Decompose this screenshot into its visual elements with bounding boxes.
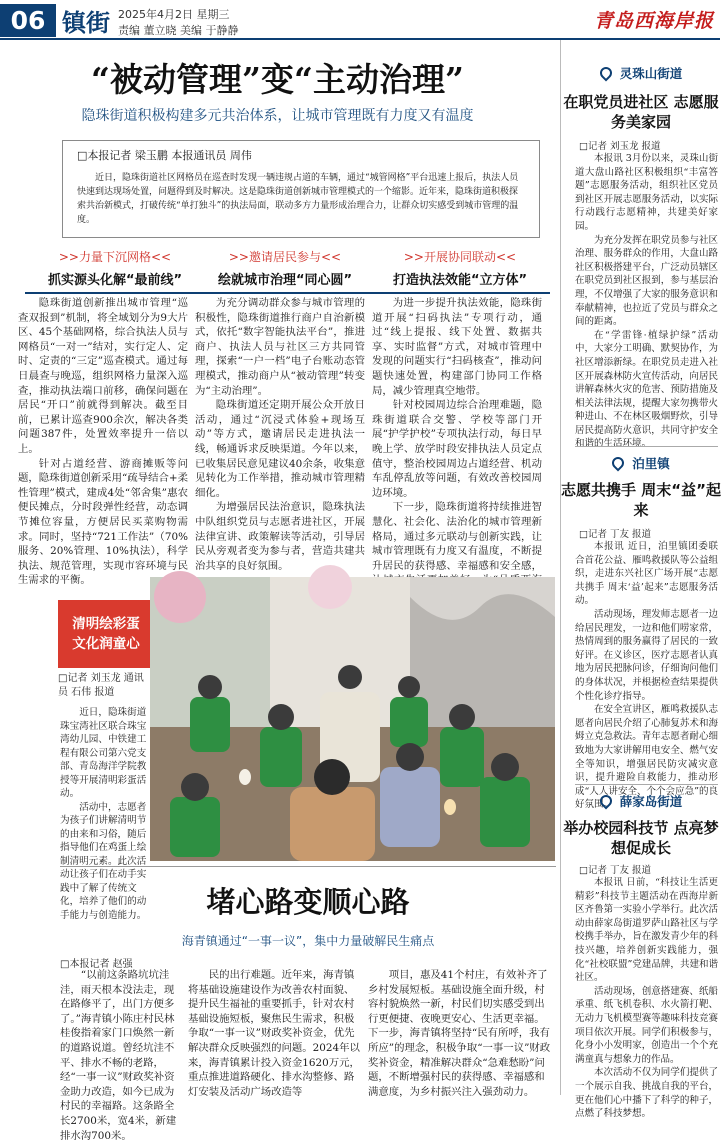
editor-credits: 责编 董立晓 美编 于静静 [118, 24, 239, 37]
main-headline: “被动管理”变“主动治理” [91, 60, 464, 99]
paragraph: 下一步，隐珠街道将持续推进智慧化、社会化、法治化的城市管理新格局，通过多元联动与创新实践，让城市管理既有力度又有温度，不断提升居民的获得感、幸福感和安全感， [372, 501, 542, 572]
location-pin-icon [597, 793, 614, 810]
sidebar-story-byline: □记者 丁友 报道 [579, 529, 652, 540]
bottom-column-3 [368, 968, 554, 1098]
paragraph: 活动中，志愿者为孩子们讲解清明节的由来和习俗，随后指导他们在鸡蛋上绘制清明元素。此次活动让孩子们在动手实践中了解了传统文化，培养了他们的动手能力与创造能力。 [60, 801, 147, 921]
subsection-1-header [25, 248, 205, 294]
subsection-3-header [370, 248, 550, 294]
subsection-2-header [195, 248, 375, 294]
article-column-1 [18, 296, 188, 587]
paragraph: 隐珠街道还定期开展公众开放日活动，通过“沉浸式体验+现场互动”等方式，邀请居民走进执法一线，畅通诉求反映渠道。今年以来，已收集居民意见建议40余条，收集意见转化为工作举措，推动城市管理精细化。 [195, 399, 365, 499]
bottom-column-1 [60, 968, 182, 1142]
sidebar-story-title: 举办校园科技节 点亮梦想促成长 [563, 819, 719, 857]
sidebar-location-1: 灵珠山街道 [563, 64, 719, 82]
divider [575, 446, 718, 447]
bottom-column-2 [188, 968, 360, 1098]
paragraph: 项目，惠及41个村庄，有效补齐了乡村发展短板。基础设施全面升级，村容村貌焕然一新，村民们切实感受到出行更便捷、夜晚更安心、生活更幸福。下一步，海青镇将坚持“民有所呼，我有所应”的理念，积极争取“一事一议”财政奖补资金，精准解决群众“急难愁盼”问题，不断增强村民的获得感、幸福感和满意度，为乡村振兴注入强劲动力。 [368, 969, 551, 1098]
main-subheadline: 隐珠街道积极构建多元共治体系，让城市管理既有力度又有温度 [81, 108, 474, 124]
lead-paragraph: 近日，隐珠街道社区网格员在巡查时发现一辆违规占道的车辆，通过“城管网格”平台迅速上报后，执法人员快速到达现场处置，问题得到及时解决。这是隐珠街道创新城市管理模式的一个缩影。近年来，隐珠街道积极探索共治新模式，打破传统“单打独斗”的执法局面，联动多方力量形成治理合力，让群众切实感受到城市管理的温度。 [77, 173, 519, 225]
sidebar-story-byline: □记者 刘玉龙 报道 [579, 141, 661, 152]
subsection-kicker: >>力量下沉网格<< [58, 250, 172, 264]
sidebar-story-title: 志愿共携手 周末“益”起来 [561, 481, 721, 519]
paragraph: 为增强居民法治意识，隐珠执法中队组织党员与志愿者进社区，开展法律宣讲、政策解读等活动，引导居民从旁观者变为参与者，营造共建共治共享的良好氛围。 [195, 501, 365, 572]
paragraph: 为充分调动群众参与城市管理的积极性，隐珠街道推行商户自治新模式，依托“数字智能执法平台”，推进商户、执法人员与社区三方共同管理，探索“一户一档”电子台账动态管理模式，推动商户从“被动管理”转变为“主动治理”。 [195, 297, 365, 397]
paragraph: 为进一步提升执法效能，隐珠街道开展“扫码执法”专项行动，通过“线上提报、线下处置、数据共享、实时监督”方式，对城市管理中发现的问题实行“扫码核查”，推动问题快速处置，构建部门协同工作格局，减少管理真空地带。 [372, 297, 542, 397]
paragraph: 民的出行难题。近年来，海青镇将基础设施建设作为改善农村面貌、提升民生福祉的重要抓手，针对农村基础设施短板，聚焦民生需求，积极争取“一事一议”财政奖补资金，优先解决群众反映强烈的问题。2024年以来，海青镇累计投入资金1620万元，重点推进道路硬化、排水沟整修、路灯安装及活动广场改造等 [188, 969, 360, 1098]
sidebar-story-byline: □记者 丁友 报道 [579, 865, 652, 876]
sidebar-location-2: 泊里镇 [563, 454, 719, 472]
paragraph: 近日，隐珠街道珠宝湾社区联合珠宝湾幼儿园、中铁建工程有限公司第六党支部、青岛海洋学院教授等开展清明彩蛋活动。 [60, 707, 147, 799]
subsection-title: 抓实源头化解“最前线” [25, 269, 205, 294]
newspaper-logo: 青岛西海岸报 [593, 10, 714, 32]
lead-byline: □本报记者 梁玉鹏 本报通讯员 周伟 [77, 149, 252, 162]
page-number: 06 [0, 4, 56, 37]
sidebar-story-text: 本报讯 日前，“科技让生活更精彩”科技节主题活动在西海岸新区齐鲁第一实验小学举行。此次活动由薛家岛街道罗萨山路社区与学校携手举办，旨在激发青少年的科技兴趣，培养创新实践能力，强化“社校联盟”党建品牌，共建和谐社区。 活动现场，创意搭建赛、纸船承重、纸飞机卷积、水火箭打靶、无动力飞机模型赛等趣味科技竞赛项目依次开展。同学们积极参与，化身小小发明家，创造出一个个充满童真与想象力的作品。 本次活动不仅为同学们提供了一个展示自我、挑战自我的平台，更在他们心中播下了科学的种子，点燃了科技梦想。 [575, 877, 718, 1120]
photo-feature-title [58, 600, 154, 668]
photo-feature-body [60, 706, 150, 921]
bottom-story-subtitle: 海青镇通过“一事一议”，集中力量破解民生痛点 [181, 934, 435, 948]
bottom-story-byline: □本报记者 赵强 [60, 959, 133, 970]
subsection-kicker: >>开展协同联动<< [403, 250, 517, 264]
subsection-title: 打造执法效能“立方体” [370, 269, 550, 294]
lead-box [62, 140, 540, 238]
sidebar-story-title: 在职党员进社区 志愿服务美家园 [563, 93, 719, 131]
sidebar-briefs [560, 40, 721, 1120]
paragraph: 隐珠街道创新推出城市管理“巡查双报到”机制，将全域划分为9大片区、45个基础网格，综合执法人员与网格员“一对一”结对，实行定人、定时、定责的“三定”巡查模式。通过每日晨查与晚巡，组织网格力量深入巡查，推动执法端口前移，确保问题在居民“开口”前就得到解决。截至目前，已累计巡查900余次，解决各类问题387件，处置效率提升一倍以上。 [18, 297, 188, 455]
sidebar-location-3: 薛家岛街道 [563, 792, 719, 810]
sidebar-story-text: 本报讯 3月份以来，灵珠山街道大盘山路社区积极组织“丰富答题”志愿服务活动，组织社区党员到社区开展志愿服务活动，以实际行动践行志愿精神，共建美好家园。 为充分发挥在职党员参与社区治理、服务群众的作用，大盘山路社区积极搭建平台，广泛动员辖区在职党员到社区报到，参与基层治理，不仅增强了大家的服务意识和奉献精神，也拉近了党员与群众之间的距离。 在“学雷锋·植绿护绿”活动中，大家分工明确、默契协作，为社区增添新绿。在职党员走进入社区开展森林防火宣传活动，向居民讲解森林火灾的危害、预防措施及相关法律法规，提醒大家勿携带火种进山、不在林区吸烟野炊，引导居民提高防火意识，共同守护安全和谐的生活环境。 [575, 153, 718, 450]
paragraph: “以前这条路坑坑洼洼，雨天根本没法走，现在路修平了，出门方便多了。”海青镇小陈庄村民林桂俊指着家门口焕然一新的道路说道。曾经坑洼不平、排水不畅的老路，经“一事一议”财政奖补资金助力改造，如今已成为村民的幸福路。这条路全长2700米，宽4米，新建排水沟700米。 [60, 969, 177, 1142]
paragraph: 针对校园周边综合治理难题，隐珠街道联合交警、学校等部门开展“护学护校”专项执法行动，每日早晚上学、放学时段安排执法人员定点值守，整治校园周边占道经营、机动车乱停乱放等问题，有效改善校园周边环境。 [372, 399, 542, 499]
article-column-3 [372, 296, 542, 576]
subsection-kicker: >>邀请居民参与<< [228, 250, 342, 264]
divider [575, 784, 718, 785]
section-name: 镇街 [62, 9, 110, 37]
photo-feature-byline: □记者 刘玉龙 通讯员 石伟 报道 [58, 673, 144, 698]
children-painting-eggs-photo [150, 577, 555, 861]
photo-feature-title-line: 文化润童心 [72, 636, 140, 652]
photo-feature-title-line: 清明绘彩蛋 [72, 616, 140, 632]
article-column-2 [195, 296, 365, 576]
masthead [0, 0, 720, 40]
paragraph: 针对占道经营、游商摊贩等问题，隐珠街道创新采用“疏导结合+柔性管理”模式，建成4处“邻舍集”惠农便民摊点，分时段弹性经营，动态调节摊位容量，方便居民买菜购物需求。同时，坚持“721工作法”（70%服务、20%管理、10%执法），科学执法、规范管理，实现市容环境与民生需求的平衡。 [18, 457, 188, 587]
issue-date: 2025年4月2日 星期三 [118, 8, 230, 21]
subsection-title: 绘就城市治理“同心圆” [195, 269, 375, 294]
location-pin-icon [610, 455, 627, 472]
sidebar-story-text: 本报讯 近日，泊里镇团委联合首花公益、雁鸣救援队等公益组织，走进东兴社区广场开展“志愿共携手 周末‘益’起来”志愿服务活动。 活动现场，理发师志愿者一边给居民理发，一边和他们唠家常，热情周到的服务赢得了居民的一致好评。在义诊区，医疗志愿者认真地为居民把脉问诊，仔细询问他们的身体状况，并根据检查结果提供个性化诊疗指导。 在安全宣讲区，雁鸣救援队志愿者向居民介绍了心肺复苏术和海姆立克急救法。青年志愿者耐心细致地为大家讲解用电安全、燃气安全等知识，增强居民防灾减灾意识，提升避险自救能力，推动形成“人人讲安全、个个会应急”的良好氛围。 [575, 541, 718, 811]
location-pin-icon [597, 65, 614, 82]
divider [60, 866, 556, 867]
bottom-story-title: 堵心路变顺心路 [206, 885, 410, 919]
